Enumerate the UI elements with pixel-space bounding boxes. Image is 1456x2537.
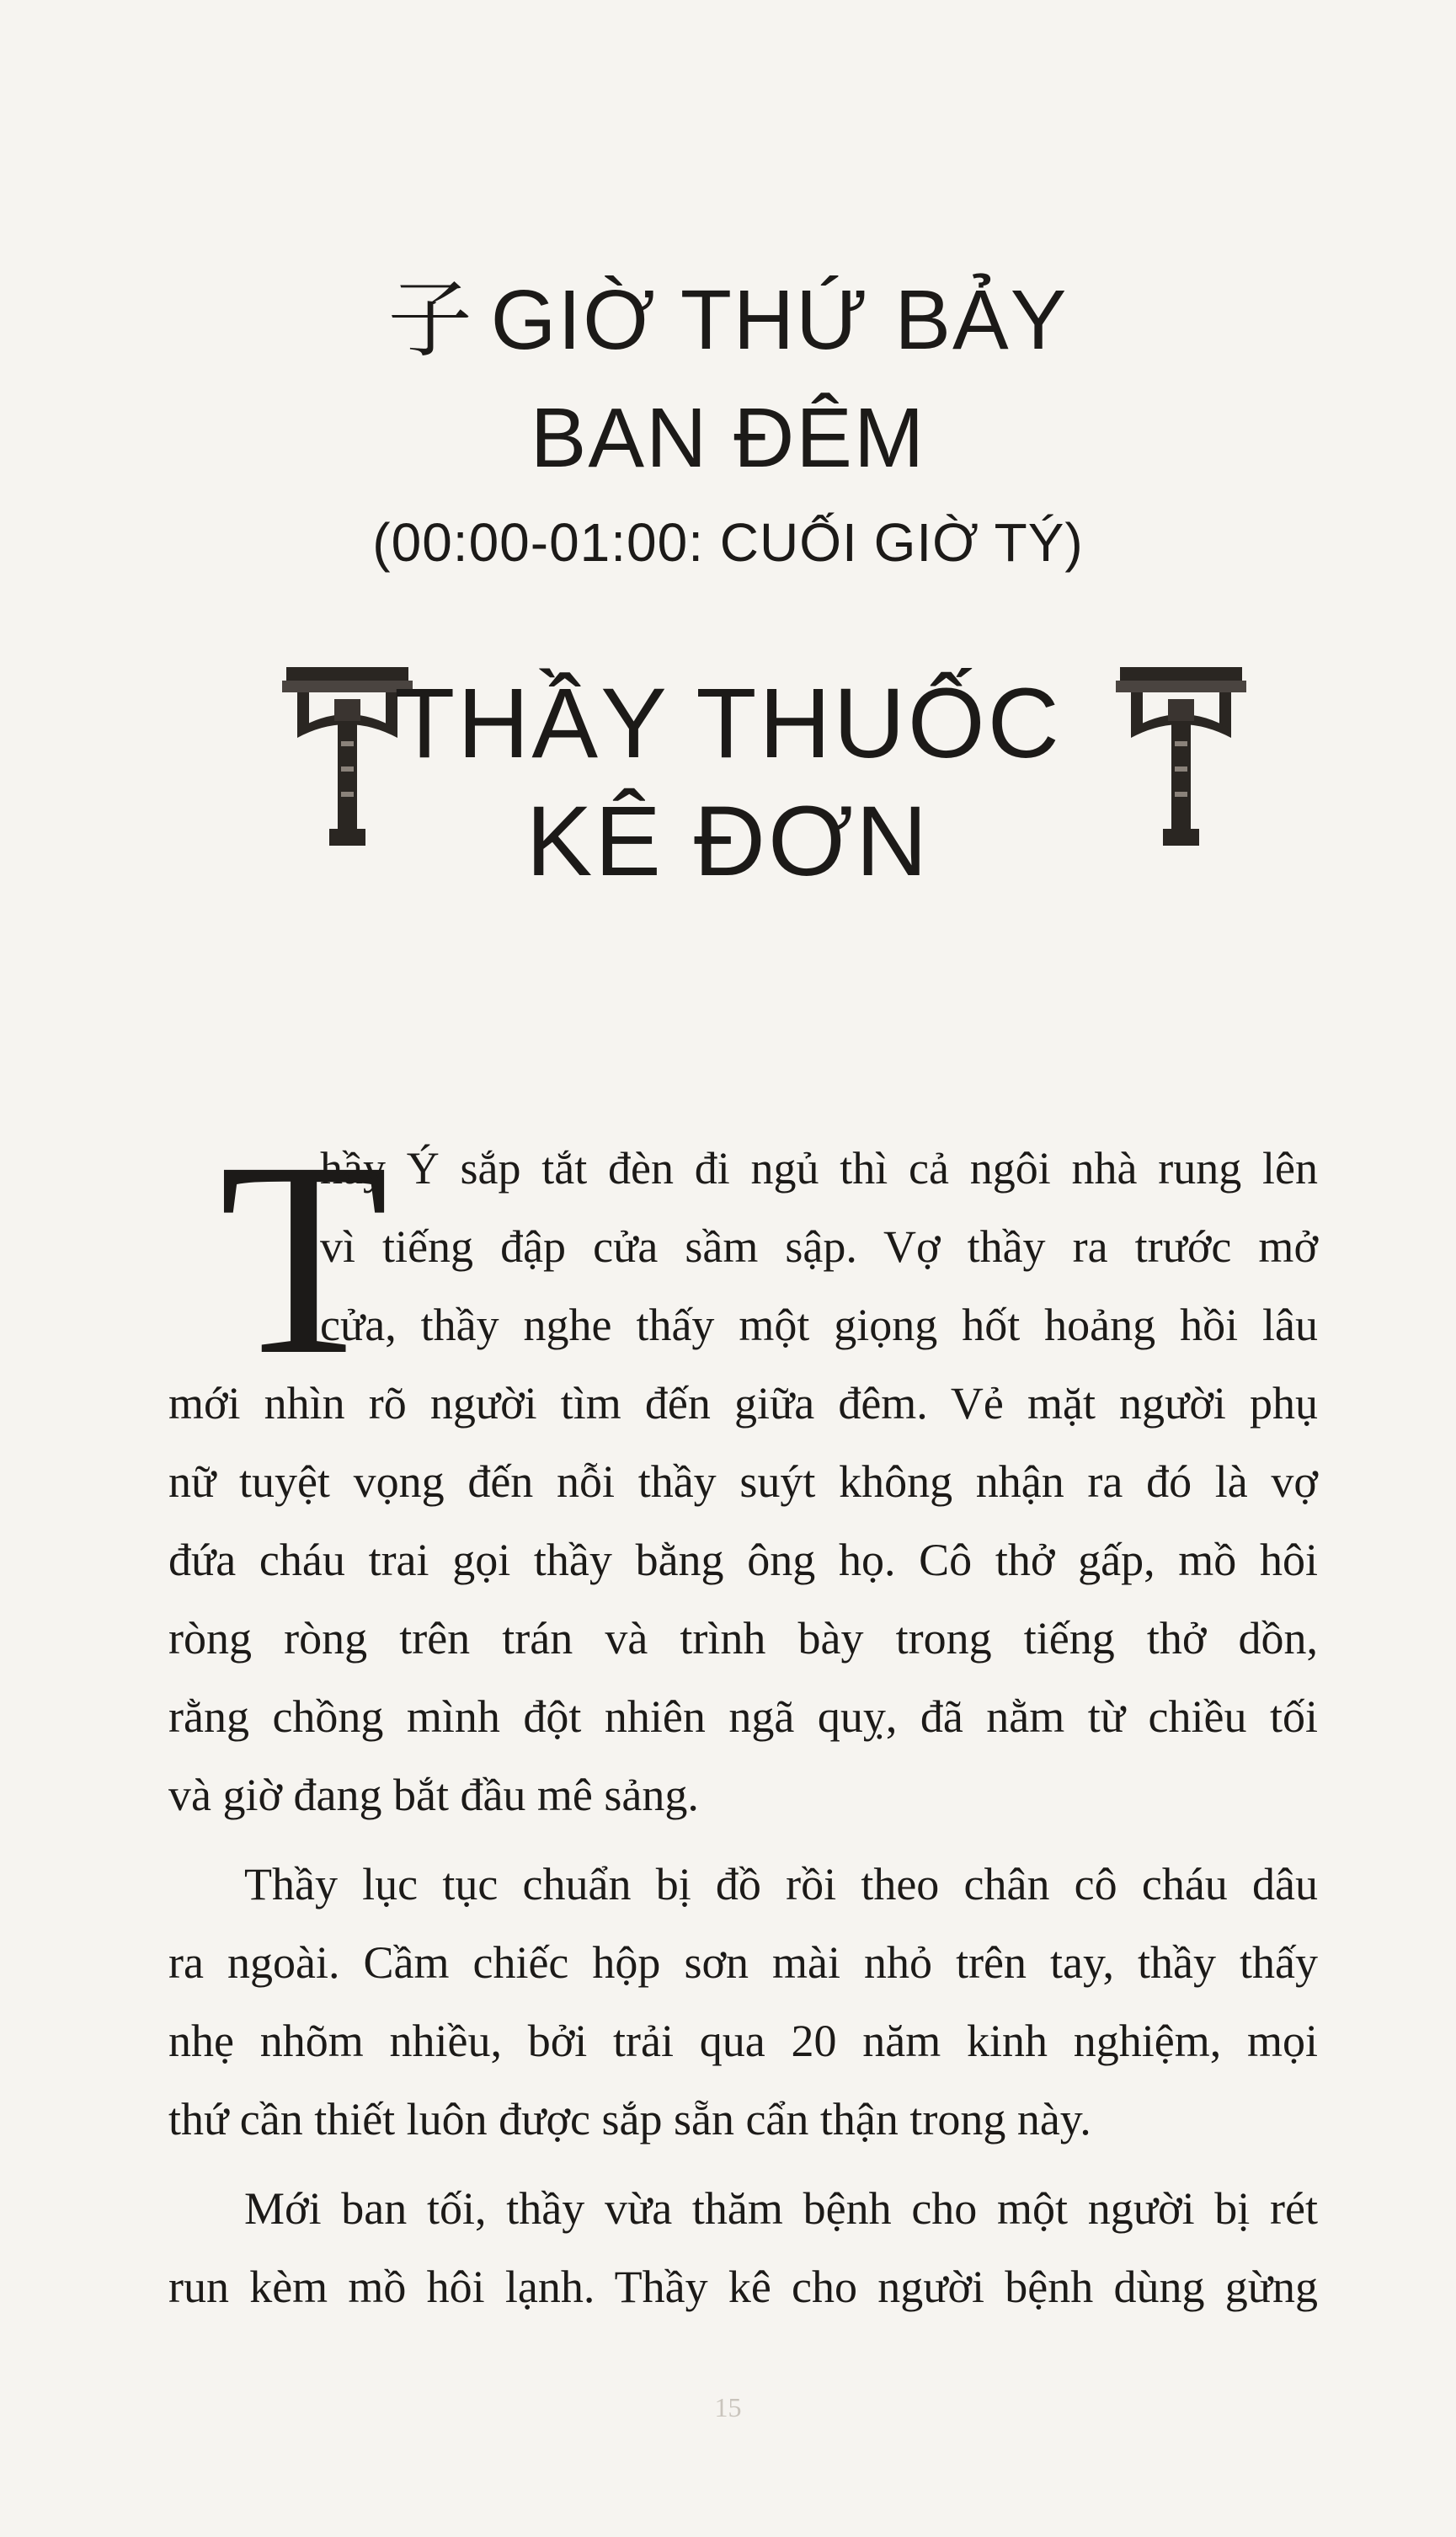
hour-glyph: 子 [387, 270, 474, 369]
hour-title-line2: BAN ĐÊM [530, 391, 926, 485]
text-line: và giờ đang bắt đầu mê sảng. [168, 1770, 699, 1820]
text-line: ra ngoài. Cầm chiếc hộp sơn mài nhỏ trên tay, thầy thấy [168, 1937, 1318, 1988]
text-line: hầy Ý sắp tắt đèn đi ngủ thì cả ngôi nhà rung lên [320, 1143, 1318, 1194]
text-line: run kèm mồ hôi lạnh. Thầy kê cho người bệnh dùng gừng [168, 2262, 1318, 2312]
text-line: đứa cháu trai gọi thầy bằng ông họ. Cô thở gấp, mồ hôi [168, 1535, 1318, 1585]
hour-title-line1: GIỜ THỨ BẢY [490, 273, 1069, 367]
chapter-title-line2: KÊ ĐƠN [525, 786, 931, 897]
hour-range: (00:00-01:00: CUỐI GIỜ TÝ) [372, 512, 1084, 573]
text-line: Thầy lục tục chuẩn bị đồ rồi theo chân cô cháu dâu [244, 1859, 1318, 1909]
text-line: ròng ròng trên trán và trình bày trong tiếng thở dồn, [168, 1613, 1318, 1664]
text-line: mới nhìn rõ người tìm đến giữa đêm. Vẻ mặt người phụ [168, 1378, 1318, 1429]
text-line: Mới ban tối, thầy vừa thăm bệnh cho một người bị rét [244, 2183, 1318, 2234]
text-line: nữ tuyệt vọng đến nỗi thầy suýt không nhận ra đó là vợ [168, 1456, 1318, 1507]
drop-cap: T [219, 1105, 389, 1413]
hour-heading [0, 270, 1456, 369]
text-line: vì tiếng đập cửa sầm sập. Vợ thầy ra trước mở [320, 1221, 1318, 1272]
text-line: cửa, thầy nghe thấy một giọng hốt hoảng hồi lâu [320, 1300, 1318, 1350]
chapter-title-line1: THẦY THUỐC [394, 668, 1062, 779]
page-number: 15 [714, 2392, 742, 2422]
text-line: rằng chồng mình đột nhiên ngã quỵ, đã nằm từ chiều tối [168, 1691, 1318, 1742]
text-line: thứ cần thiết luôn được sắp sẵn cẩn thận trong này. [168, 2094, 1091, 2144]
text-line: nhẹ nhõm nhiều, bởi trải qua 20 năm kinh nghiệm, mọi [168, 2016, 1318, 2066]
